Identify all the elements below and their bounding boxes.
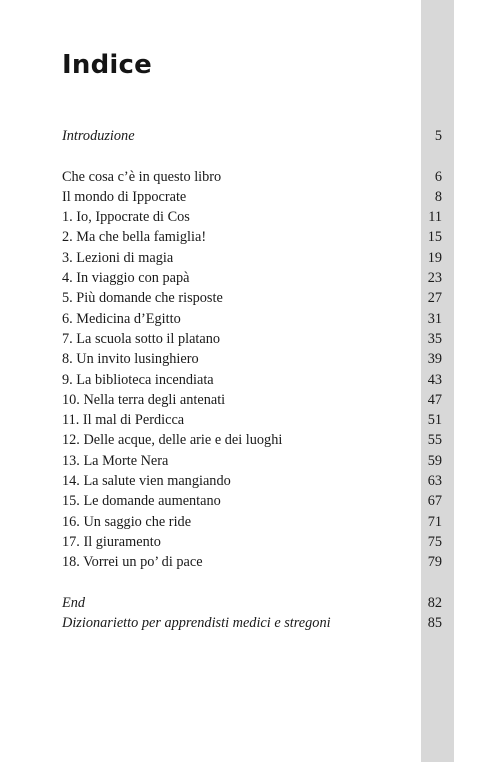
toc-entry-title: 16. Un saggio che ride (62, 513, 192, 530)
toc-group-intro (62, 126, 442, 146)
toc-entry-page-number: 59 (427, 452, 442, 469)
toc-entry-title: 15. Le domande aumentano (62, 493, 221, 510)
toc-entry-title: 4. In viaggio con papà (62, 270, 190, 287)
toc-spacer (62, 146, 442, 166)
toc-entry (62, 390, 442, 410)
toc-entry-page-number: 75 (427, 533, 442, 550)
toc-entry (62, 451, 442, 471)
toc-entry-title: 9. La biblioteca incendiata (62, 371, 214, 388)
toc-entry-title: 3. Lezioni di magia (62, 249, 174, 266)
toc-entry-page-number: 39 (427, 351, 442, 368)
toc-entry (62, 491, 442, 511)
toc-entry-page-number: 79 (427, 554, 442, 571)
toc-entry (62, 227, 442, 247)
toc-entry-title: 2. Ma che bella famiglia! (62, 229, 207, 246)
toc-entry (62, 512, 442, 532)
toc-entry-title: 1. Io, Ippocrate di Cos (62, 209, 190, 226)
toc-entry-page-number: 63 (427, 473, 442, 490)
toc-entry (62, 288, 442, 308)
toc-entry-page-number: 35 (427, 330, 442, 347)
toc-entry-title: 6. Medicina d’Egitto (62, 310, 181, 327)
toc-entry-title: 17. Il giuramento (62, 533, 161, 550)
toc-entry (62, 207, 442, 227)
toc-entry-title: Dizionarietto per apprendisti medici e stregoni (62, 615, 331, 632)
toc-entry (62, 268, 442, 288)
toc-entry-title: Introduzione (62, 128, 135, 144)
toc-entry (62, 309, 442, 329)
toc-spacer (62, 573, 442, 593)
toc-entry-page-number: 15 (427, 229, 442, 246)
toc-entry-page-number: 47 (427, 391, 442, 408)
toc-entry-title: 8. Un invito lusinghiero (62, 351, 199, 368)
toc-entry (62, 430, 442, 450)
toc-entry-page-number: 19 (427, 249, 442, 266)
toc-entry-page-number: 11 (428, 209, 442, 226)
toc-entry-title: 13. La Morte Nera (62, 452, 169, 469)
toc-group-main (62, 167, 442, 573)
toc-entry (62, 552, 442, 572)
toc-entry-title: 5. Più domande che risposte (62, 290, 223, 307)
toc-entry-title: End (62, 594, 86, 611)
toc-group-end (62, 593, 442, 634)
toc-entry-page-number: 5 (434, 128, 442, 144)
toc-entry-title: 12. Delle acque, delle arie e dei luoghi (62, 432, 283, 449)
toc-entry-title: Che cosa c’è in questo libro (62, 168, 222, 185)
toc-entry-title: 18. Vorrei un po’ di pace (62, 554, 203, 571)
toc-entry (62, 329, 442, 349)
toc-entry (62, 532, 442, 552)
toc-entry (62, 167, 442, 187)
toc-entry-title: 14. La salute vien mangiando (62, 473, 231, 490)
toc-entry-page-number: 27 (427, 290, 442, 307)
toc-entry (62, 593, 442, 613)
toc-entry-page-number: 6 (434, 168, 442, 185)
toc-entry-title: 11. Il mal di Perdicca (62, 412, 185, 429)
toc-entry-page-number: 85 (427, 615, 442, 632)
toc-entry (62, 349, 442, 369)
toc-entry-title: Il mondo di Ippocrate (62, 188, 187, 205)
page-title: Indice (62, 50, 152, 80)
toc-entry-page-number: 8 (434, 188, 442, 205)
toc-entry (62, 613, 442, 633)
toc-entry-page-number: 67 (427, 493, 442, 510)
toc-entry (62, 370, 442, 390)
toc-entry-page-number: 71 (427, 513, 442, 530)
toc-entry (62, 126, 442, 146)
toc-entry (62, 187, 442, 207)
toc-entry-page-number: 31 (427, 310, 442, 327)
toc-entry-title: 10. Nella terra degli antenati (62, 391, 226, 408)
toc-entry-page-number: 23 (427, 270, 442, 287)
toc-entry-page-number: 51 (427, 412, 442, 429)
table-of-contents (62, 126, 442, 633)
toc-entry-page-number: 43 (427, 371, 442, 388)
toc-entry (62, 471, 442, 491)
toc-entry (62, 248, 442, 268)
toc-entry-title: 7. La scuola sotto il platano (62, 330, 221, 347)
toc-entry-page-number: 82 (427, 594, 442, 611)
toc-entry-page-number: 55 (427, 432, 442, 449)
toc-entry (62, 410, 442, 430)
